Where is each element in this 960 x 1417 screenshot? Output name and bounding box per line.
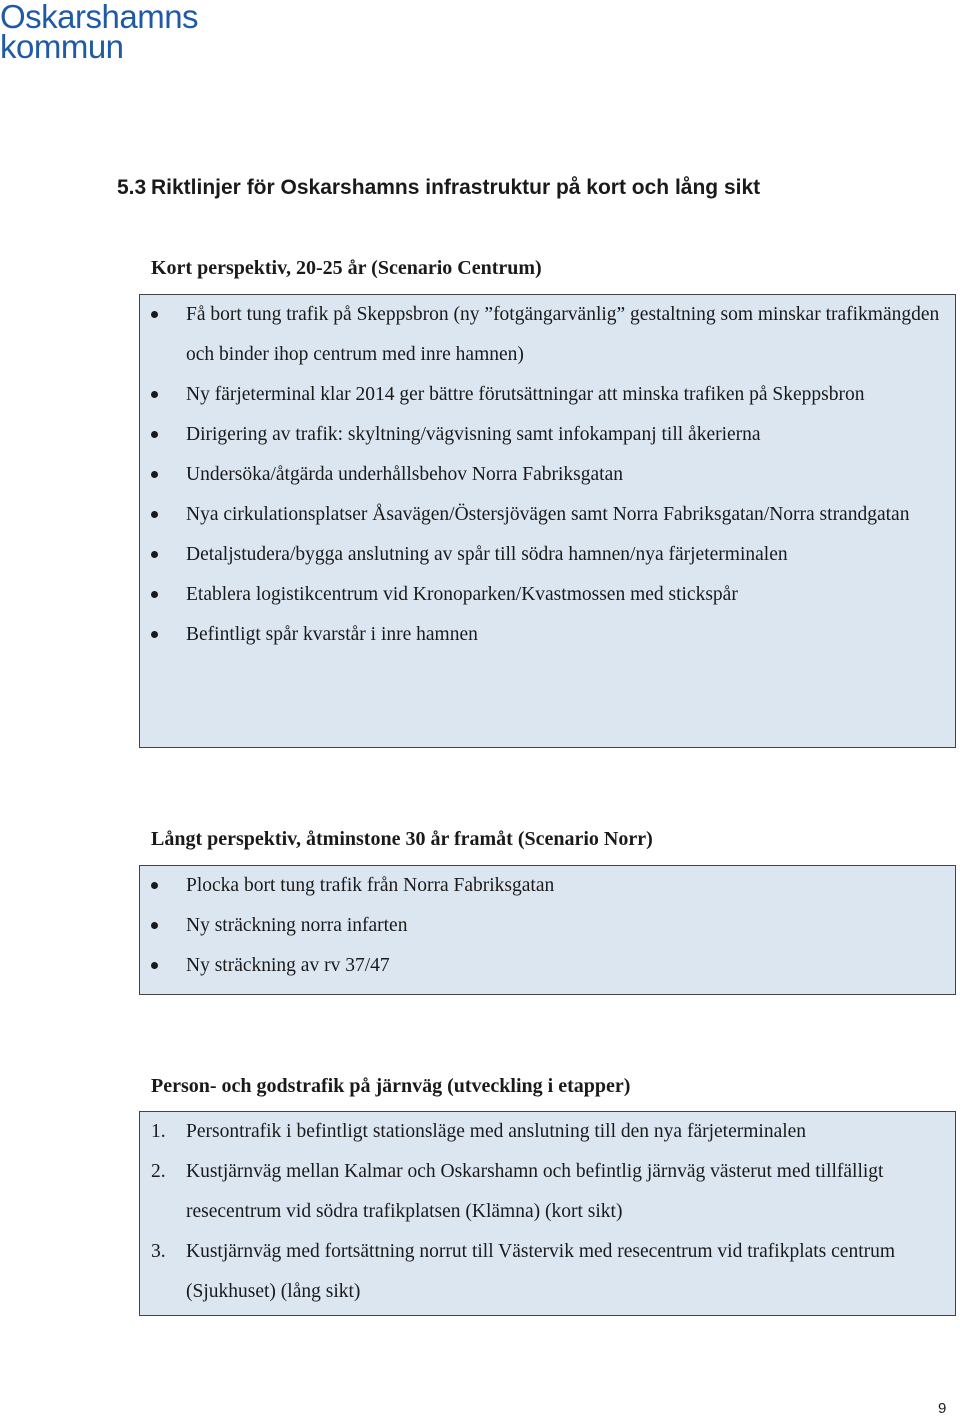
bullet-icon: [151, 511, 158, 518]
bullet-icon: [151, 962, 158, 969]
list-item: Nya cirkulationsplatser Åsavägen/Östersjövägen samt Norra Fabriksgatan/Norra strandgatan: [140, 495, 955, 535]
list-item: 2. Kustjärnväg mellan Kalmar och Oskarshamn och befintlig järnväg västerut med tillfälligt resecentrum vid södra trafikplatsen (Klämna) (kort sikt): [140, 1152, 955, 1232]
page-number: 9: [938, 1400, 947, 1417]
long-term-box: [139, 865, 956, 995]
bullet-icon: [151, 431, 158, 438]
short-term-list: [140, 295, 955, 655]
item-number: 1.: [151, 1121, 166, 1142]
bullet-icon: [151, 311, 158, 318]
list-item: Dirigering av trafik: skyltning/vägvisning samt infokampanj till åkerierna: [140, 415, 955, 455]
list-item: Detaljstudera/bygga anslutning av spår till södra hamnen/nya färjeterminalen: [140, 535, 955, 575]
long-term-list: [140, 866, 955, 986]
list-item: Plocka bort tung trafik från Norra Fabriksgatan: [140, 866, 955, 906]
logo-line-2: kommun: [0, 28, 124, 65]
list-item: 3. Kustjärnväg med fortsättning norrut till Västervik med resecentrum vid trafikplats centrum (Sjukhuset) (lång sikt): [140, 1232, 955, 1312]
bullet-icon: [151, 882, 158, 889]
bullet-icon: [151, 922, 158, 929]
bullet-icon: [151, 391, 158, 398]
bullet-icon: [151, 551, 158, 558]
logo-line-1: Oskarshamns: [0, 0, 199, 35]
long-term-title: Långt perspektiv, åtminstone 30 år framåt (Scenario Norr): [151, 828, 653, 850]
rail-box: [139, 1111, 956, 1316]
rail-list: [140, 1112, 955, 1312]
list-item: Undersöka/åtgärda underhållsbehov Norra Fabriksgatan: [140, 455, 955, 495]
list-item: Befintligt spår kvarstår i inre hamnen: [140, 615, 955, 655]
list-item: Etablera logistikcentrum vid Kronoparken/Kvastmossen med stickspår: [140, 575, 955, 615]
bullet-icon: [151, 471, 158, 478]
section-title: Riktlinjer för Oskarshamns infrastruktur på kort och lång sikt: [151, 176, 761, 199]
item-number: 2.: [151, 1161, 166, 1182]
list-item: Ny sträckning av rv 37/47: [140, 946, 955, 986]
section-heading: [117, 176, 760, 200]
short-term-box: [139, 294, 956, 748]
list-item: Ny färjeterminal klar 2014 ger bättre förutsättningar att minska trafiken på Skeppsbron: [140, 375, 955, 415]
list-item: Få bort tung trafik på Skeppsbron (ny ”fotgängarvänlig” gestaltning som minskar trafikmängden och binder ihop centrum med inre hamnen): [140, 295, 955, 375]
oskarshamns-kommun-logo: [0, 0, 199, 65]
rail-title: Person- och godstrafik på järnväg (utveckling i etapper): [151, 1075, 631, 1097]
short-term-title: Kort perspektiv, 20-25 år (Scenario Centrum): [151, 257, 542, 279]
list-item: 1. Persontrafik i befintligt stationsläge med anslutning till den nya färjeterminalen: [140, 1112, 955, 1152]
bullet-icon: [151, 631, 158, 638]
bullet-icon: [151, 591, 158, 598]
section-number: 5.3: [117, 176, 147, 199]
list-item: Ny sträckning norra infarten: [140, 906, 955, 946]
item-number: 3.: [151, 1241, 166, 1262]
